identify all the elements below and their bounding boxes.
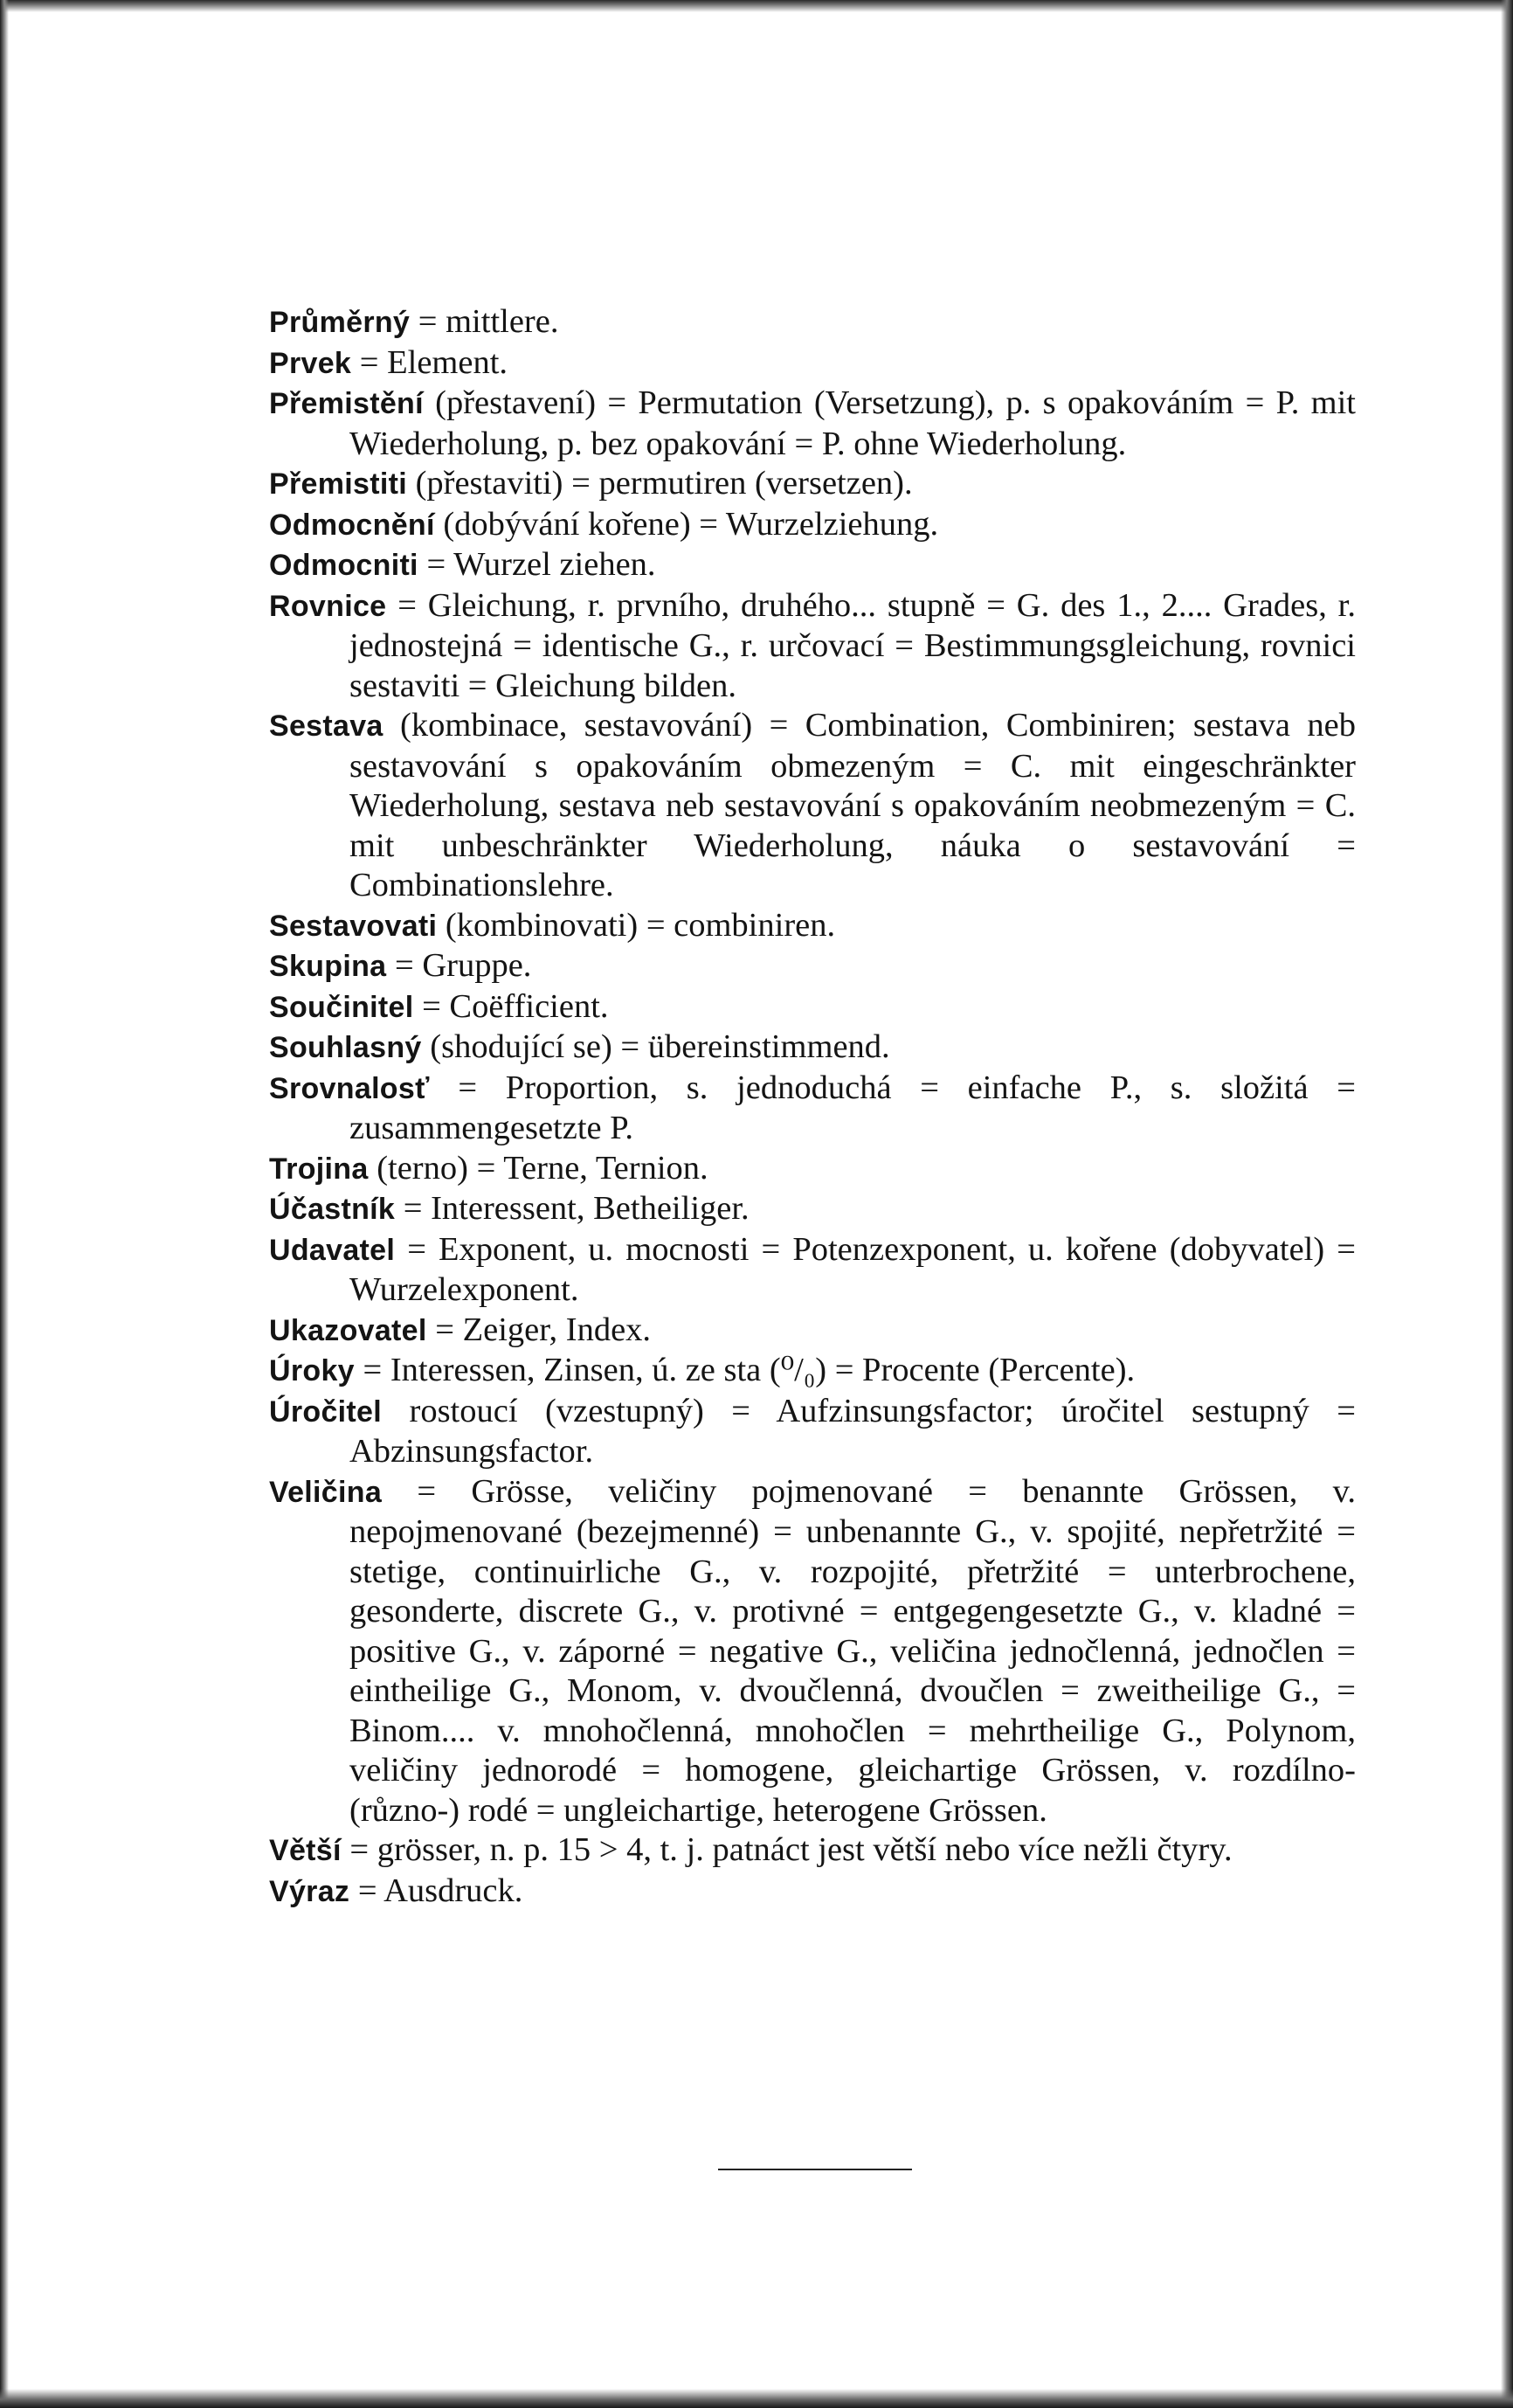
glossary-definition: = Element. <box>351 343 508 381</box>
glossary-definition: (terno) = Terne, Ternion. <box>368 1149 708 1187</box>
glossary-term: Odmocniti <box>269 549 418 582</box>
glossary-entry <box>269 1472 1356 1831</box>
glossary-definition: = Interessen, Zinsen, ú. ze sta (⁰/₀) = Procente (Percente). <box>354 1352 1136 1388</box>
glossary-entry <box>269 1392 1356 1472</box>
glossary-term: Přemistiti <box>269 467 407 501</box>
glossary-term: Prvek <box>269 346 352 380</box>
glossary-list <box>269 302 1356 1912</box>
glossary-entry <box>269 1830 1356 1872</box>
glossary-entry <box>269 384 1356 464</box>
glossary-definition: = Ausdruck. <box>349 1872 523 1909</box>
glossary-term: Sestavovati <box>269 909 438 943</box>
glossary-definition: = Interessent, Betheiliger. <box>395 1190 750 1227</box>
glossary-entry <box>269 1189 1356 1230</box>
glossary-term: Souhlasný <box>269 1031 422 1064</box>
glossary-definition: = grösser, n. p. 15 > 4, t. j. patnáct jest větší nebo více nežli čtyry. <box>341 1831 1233 1868</box>
glossary-definition: (kombinace, sestavování) = Combination, Combiniren; sestava neb sestavování s opakováním obmezeným = C. mit eingeschränkter Wiederholung, sestava neb sestavování s opakováním neobmezeným = C. mit unbeschränkter Wiederholung, náuka o sestavování = Combinationslehre. <box>349 707 1356 903</box>
glossary-definition: = Grösse, veličiny pojmenované = benannte Grössen, v. nepojmenované (bezejmenné) = unbenannte G., v. spojité, nepřetržité = stetige, continuirliche G., v. rozpojité, přetržité = unterbrochene, gesonderte, discrete G., v. protivné = entgegengesetzte G., v. kladné = positive G., v. záporné = negative G., veličina jednočlenná, jednočlen = eintheilige G., Monom, v. dvoučlenná, dvoučlen = zweitheilige G., = Binom.... v. mnohočlenná, mnohočlen = mehrtheilige G., Polynom, veličiny jednorodé = homogene, gleichartige Grössen, v. rozdílno- (různo-) rodé = ungleichartige, heterogene Grössen. <box>349 1472 1356 1829</box>
glossary-term: Veličina <box>269 1475 383 1509</box>
glossary-entry <box>269 302 1356 343</box>
glossary-entry <box>269 906 1356 947</box>
glossary-term: Udavatel <box>269 1233 396 1267</box>
glossary-entry <box>269 1351 1356 1392</box>
glossary-entry <box>269 1069 1356 1149</box>
glossary-entry <box>269 987 1356 1028</box>
glossary-term: Přemistění <box>269 387 424 420</box>
glossary-term: Součinitel <box>269 990 414 1024</box>
glossary-term: Větší <box>269 1834 342 1867</box>
glossary-definition: (kombinovati) = combiniren. <box>437 906 836 944</box>
glossary-entry <box>269 946 1356 987</box>
glossary-entry <box>269 586 1356 707</box>
glossary-entry <box>269 1311 1356 1352</box>
glossary-definition: = Exponent, u. mocnosti = Potenzexponent, u. kořene (dobyvatel) = Wurzelexponent. <box>349 1230 1356 1308</box>
glossary-definition: (dobývání kořene) = Wurzelziehung. <box>434 505 939 543</box>
glossary-definition: = mittlere. <box>410 303 559 340</box>
glossary-term: Skupina <box>269 950 387 983</box>
glossary-term: Sestava <box>269 709 383 743</box>
glossary-entry <box>269 343 1356 384</box>
glossary-definition: = Coëfficient. <box>413 987 609 1025</box>
scan-edge-bottom <box>0 2389 1513 2408</box>
glossary-term: Průměrný <box>269 306 411 339</box>
glossary-term: Odmocnění <box>269 508 435 542</box>
glossary-entry <box>269 1149 1356 1190</box>
glossary-term: Výraz <box>269 1874 350 1908</box>
glossary-definition: = Gruppe. <box>386 947 532 984</box>
scan-edge-left <box>0 0 9 2408</box>
glossary-definition: = Gleichung, r. prvního, druhého... stupně = G. des 1., 2.... Grades, r. jednostejná = identische G., r. určovací = Bestimmungsgleichung, rovnici sestaviti = Gleichung bilden. <box>349 586 1356 704</box>
glossary-entry <box>269 706 1356 906</box>
glossary-definition: (přestavení) = Permutation (Versetzung), p. s opakováním = P. mit Wiederholung, p. bez opakování = P. ohne Wiederholung. <box>349 384 1356 462</box>
glossary-entry <box>269 505 1356 546</box>
scan-edge-top <box>0 0 1513 12</box>
glossary-term: Úroky <box>269 1354 355 1387</box>
scan-edge-right <box>1501 0 1513 2408</box>
glossary-term: Úročitel <box>269 1394 382 1429</box>
glossary-definition: rostoucí (vzestupný) = Aufzinsungsfactor; úročitel sestupný = Abzinsungsfactor. <box>349 1392 1356 1470</box>
glossary-definition: (přestaviti) = permutiren (versetzen). <box>406 465 913 502</box>
glossary-entry <box>269 545 1356 586</box>
glossary-entry <box>269 1230 1356 1311</box>
glossary-entry <box>269 1028 1356 1069</box>
closing-rule <box>718 2169 912 2170</box>
glossary-term: Ukazovatel <box>269 1313 427 1347</box>
glossary-term: Srovnalosť <box>269 1071 430 1105</box>
glossary-definition: = Zeiger, Index. <box>426 1311 652 1348</box>
glossary-entry <box>269 1872 1356 1913</box>
glossary-term: Rovnice <box>269 589 387 623</box>
glossary-definition: = Proportion, s. jednoduchá = einfache P., s. složitá = zusammengesetzte P. <box>349 1069 1356 1146</box>
glossary-term: Účastník <box>269 1193 396 1226</box>
glossary-term: Trojina <box>269 1152 369 1186</box>
glossary-entry <box>269 464 1356 505</box>
glossary-definition: (shodující se) = übereinstimmend. <box>421 1028 890 1065</box>
glossary-definition: = Wurzel ziehen. <box>418 546 656 583</box>
